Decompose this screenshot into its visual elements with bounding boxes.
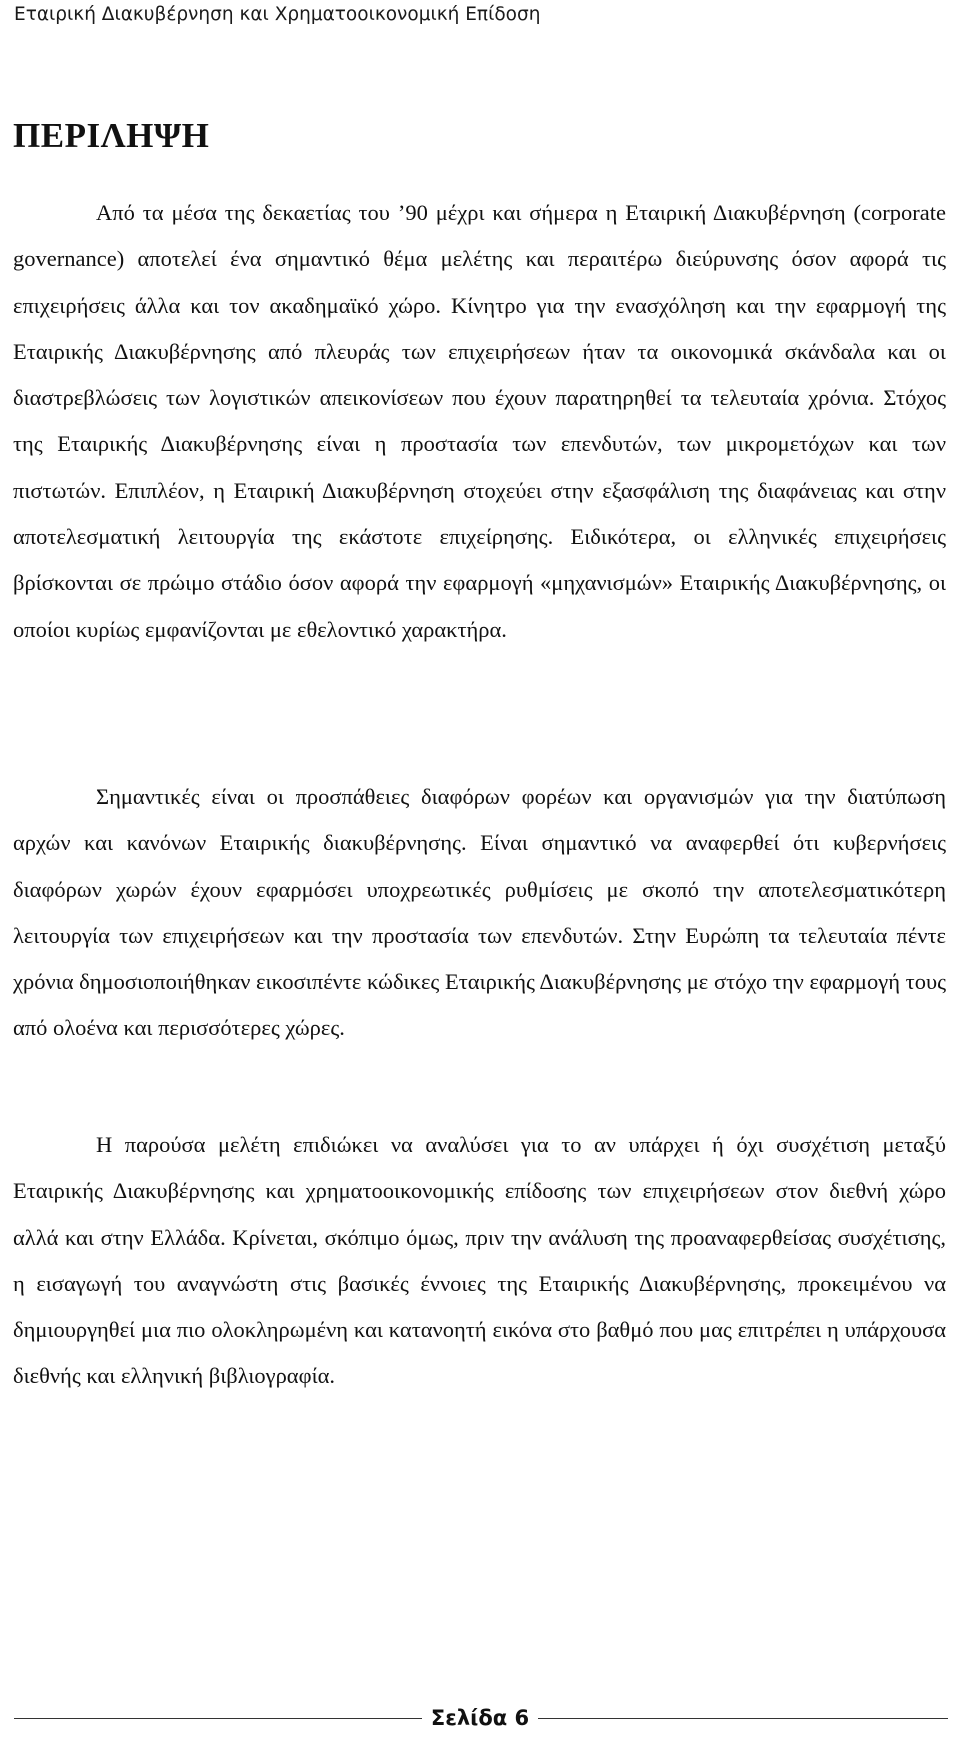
page-footer	[0, 1702, 960, 1734]
abstract-paragraph-2: Σημαντικές είναι οι προσπάθειες διαφόρων φορέων και οργανισμών για την διατύπωση αρχών και κανόνων Εταιρικής διακυβέρνησης. Είναι σημαντικό να αναφερθεί ότι κυβερνήσεις διαφόρων χωρών έχουν εφαρμόσει υποχρεωτικές ρυθμίσεις με σκοπό την αποτελεσματικότερη λειτουργία των επιχειρήσεων και την προστασία των επενδυτών. Στην Ευρώπη τα τελευταία πέντε χρόνια δημοσιοποιήθηκαν εικοσιπέντε κώδικες Εταιρικής Διακυβέρνησης με στόχο την εφαρμογή τους από ολοένα και περισσότερες χώρες.	[13, 784, 946, 1041]
page-title: ΠΕΡΙΛΗΨΗ	[13, 116, 210, 155]
footer-rule-left	[14, 1718, 422, 1719]
running-header: Εταιρική Διακυβέρνηση και Χρηματοοικονομική Επίδοση	[14, 4, 541, 25]
abstract-paragraph-1: Από τα μέσα της δεκαετίας του ’90 μέχρι και σήμερα η Εταιρική Διακυβέρνηση (corporate governance) αποτελεί ένα σημαντικό θέμα μελέτης και περαιτέρω διεύρυνσης όσον αφορά τις επιχειρήσεις άλλα και τον ακαδημαϊκό χώρο. Κίνητρο για την ενασχόληση και την εφαρμογή της Εταιρικής Διακυβέρνησης από πλευράς των επιχειρήσεων ήταν τα οικονομικά σκάνδαλα και οι διαστρεβλώσεις των λογιστικών απεικονίσεων που έχουν παρατηρηθεί τα τελευταία χρόνια. Στόχος της Εταιρικής Διακυβέρνησης είναι η προστασία των επενδυτών, των μικρομετόχων και των πιστωτών. Επιπλέον, η Εταιρική Διακυβέρνηση στοχεύει στην εξασφάλιση της διαφάνειας και στην αποτελεσματική λειτουργία της εκάστοτε επιχείρησης. Ειδικότερα, οι ελληνικές επιχειρήσεις βρίσκονται σε πρώιμο στάδιο όσον αφορά την εφαρμογή «μηχανισμών» Εταιρικής Διακυβέρνησης, οι οποίοι κυρίως εμφανίζονται με εθελοντικό χαρακτήρα.	[13, 200, 946, 642]
abstract-paragraph-3: Η παρούσα μελέτη επιδιώκει να αναλύσει για το αν υπάρχει ή όχι συσχέτιση μεταξύ Εταιρικής Διακυβέρνησης και χρηματοοικονομικής επίδοσης των επιχειρήσεων στον διεθνή χώρο αλλά και στην Ελλάδα. Κρίνεται, σκόπιμο όμως, πριν την ανάλυση της προαναφερθείσας συσχέτισης, η εισαγωγή του αναγνώστη στις βασικές έννοιες της Εταιρικής Διακυβέρνησης, προκειμένου να δημιουργηθεί μια πιο ολοκληρωμένη και κατανοητή εικόνα στο βαθμό που μας επιτρέπει η υπάρχουσα διεθνής και ελληνική βιβλιογραφία.	[13, 1132, 946, 1389]
page-number: Σελίδα 6	[430, 1706, 530, 1730]
footer-rule-right	[538, 1718, 948, 1719]
